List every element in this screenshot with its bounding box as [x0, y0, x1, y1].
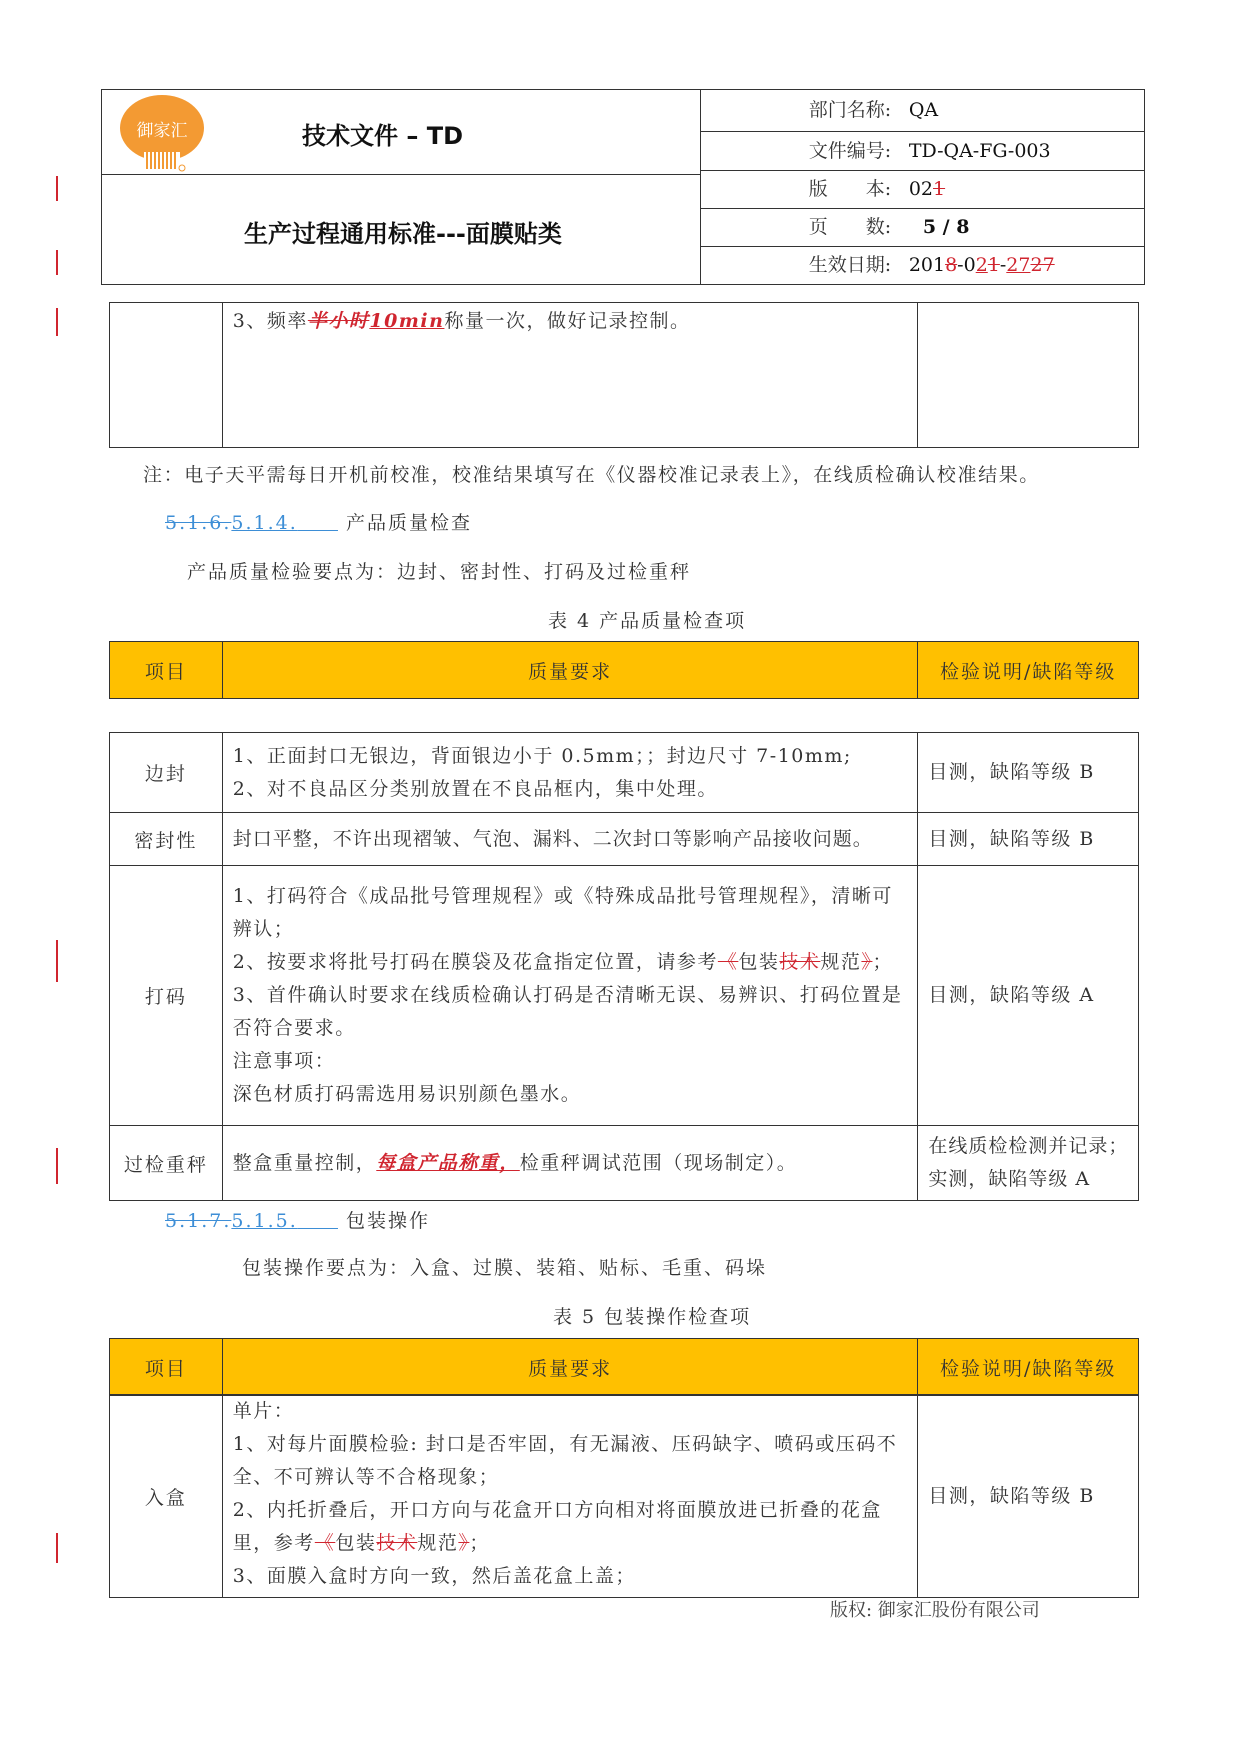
row-req-code: 1、打码符合《成品批号管理规程》或《特殊成品批号管理规程》，清晰可辨认； 2、按要求将批号打码在膜袋及花盒指定位置，请参考《包装技术规范》； 3、首件确认时要求在线质检确认打码是否清晰无误、易辨识、打码位置是否符合要求。 注意事项： 深色材质打码需选用易识别颜色墨水。 [222, 866, 918, 1126]
row-item-edge: 边封 [110, 733, 223, 813]
table-row [110, 1126, 1139, 1201]
meta-value-pages: 5 / 8 [922, 216, 970, 238]
change-bar [56, 1148, 58, 1184]
meta-label-version: 版 本: [808, 178, 892, 200]
table5-caption: 表 5 包装操作检查项 [553, 1306, 752, 1328]
meta-value-version: 021 [908, 178, 946, 200]
doc-title: 生产过程通用标准---面膜贴类 [244, 219, 562, 248]
meta-label-effective-date: 生效日期: [808, 254, 892, 276]
table-row [110, 1395, 1139, 1598]
table5-header-item: 项目 [110, 1339, 223, 1396]
change-bar [56, 940, 58, 982]
calibration-note: 注：电子天平需每日开机前校准，校准结果填写在《仪器校准记录表上》，在线质检确认校准结果。 [143, 464, 1040, 486]
row-req-seal: 封口平整，不许出现褶皱、气泡、漏料、二次封口等影响产品接收问题。 [222, 813, 918, 866]
table-row [110, 733, 1139, 813]
table5-header-req: 质量要求 [222, 1339, 918, 1396]
meta-value-dept: QA [908, 99, 939, 121]
table4-header [109, 641, 1139, 699]
row-desc-edge: 目测，缺陷等级 B [918, 733, 1139, 813]
row-req-edge: 1、正面封口无银边，背面银边小于 0.5mm；；封边尺寸 7-10mm; 2、对不良品区分类别放置在不良品框内，集中处理。 [222, 733, 918, 813]
table-row [110, 813, 1139, 866]
meta-value-doc-no: TD-QA-FG-003 [908, 140, 1051, 162]
table4-caption: 表 4 产品质量检查项 [548, 610, 747, 632]
svg-text:御家汇: 御家汇 [136, 121, 188, 141]
table4-header-item: 项目 [110, 642, 223, 699]
table5-body [109, 1394, 1139, 1598]
row-item-seal: 密封性 [110, 813, 223, 866]
row-desc-seal: 目测，缺陷等级 B [918, 813, 1139, 866]
section-heading-514: 5.1.6.5.1.4. 产品质量检查 [165, 512, 473, 534]
section-heading-515: 5.1.7.5.1.5. 包装操作 [165, 1210, 431, 1232]
row-req-box: 单片： 1、对每片面膜检验: 封口是否牢固，有无漏液、压码缺字、喷码或压码不全、不可辨认等不合格现象； 2、内托折叠后，开口方向与花盒开口方向相对将面膜放进已折叠的花盒里，参考《包装技术规范》； 3、面膜入盒时方向一致，然后盖花盒上盖； [222, 1395, 918, 1598]
row-req-weigh: 整盒重量控制，每盒产品称重，检重秤调试范围（现场制定）。 [222, 1126, 918, 1201]
row-desc-code: 目测，缺陷等级 A [918, 866, 1139, 1126]
frequency-text: 3、频率半小时10min称量一次，做好记录控制。 [232, 310, 691, 332]
table5-header [109, 1338, 1139, 1396]
change-bar [56, 308, 58, 336]
section-intro-514: 产品质量检验要点为：边封、密封性、打码及过检重秤 [187, 561, 692, 583]
row-item-box: 入盒 [110, 1395, 223, 1598]
doc-type: 技术文件 – TD [302, 122, 464, 151]
meta-label-dept: 部门名称: [808, 99, 892, 121]
table4-header-desc: 检验说明/缺陷等级 [918, 642, 1139, 699]
copyright-footer: 版权: 御家汇股份有限公司 [830, 1600, 1040, 1621]
table5-header-desc: 检验说明/缺陷等级 [918, 1339, 1139, 1396]
table4-body [109, 732, 1139, 1201]
row-desc-weigh: 在线质检检测并记录；实测，缺陷等级 A [918, 1126, 1139, 1201]
frequency-item-cell [110, 303, 223, 448]
company-logo [118, 94, 206, 174]
table4-header-req: 质量要求 [222, 642, 918, 699]
change-bar [56, 1533, 58, 1563]
document-header [101, 89, 1145, 285]
meta-value-effective-date: 2018-021-2727 [908, 254, 1055, 276]
meta-label-doc-no: 文件编号: [808, 140, 892, 162]
change-bar [56, 176, 58, 201]
meta-label-pages: 页 数: [808, 216, 892, 238]
frequency-req-cell [222, 303, 918, 448]
change-bar [56, 250, 58, 275]
row-item-weigh: 过检重秤 [110, 1126, 223, 1201]
header-subtitle-cell [102, 175, 701, 285]
row-item-code: 打码 [110, 866, 223, 1126]
table-row [110, 866, 1139, 1126]
header-meta-cell [700, 90, 1144, 285]
section-intro-515: 包装操作要点为：入盒、过膜、装箱、贴标、毛重、码垛 [242, 1257, 768, 1279]
frequency-desc-cell [918, 303, 1139, 448]
frequency-table [109, 302, 1139, 448]
row-desc-box: 目测，缺陷等级 B [918, 1395, 1139, 1598]
